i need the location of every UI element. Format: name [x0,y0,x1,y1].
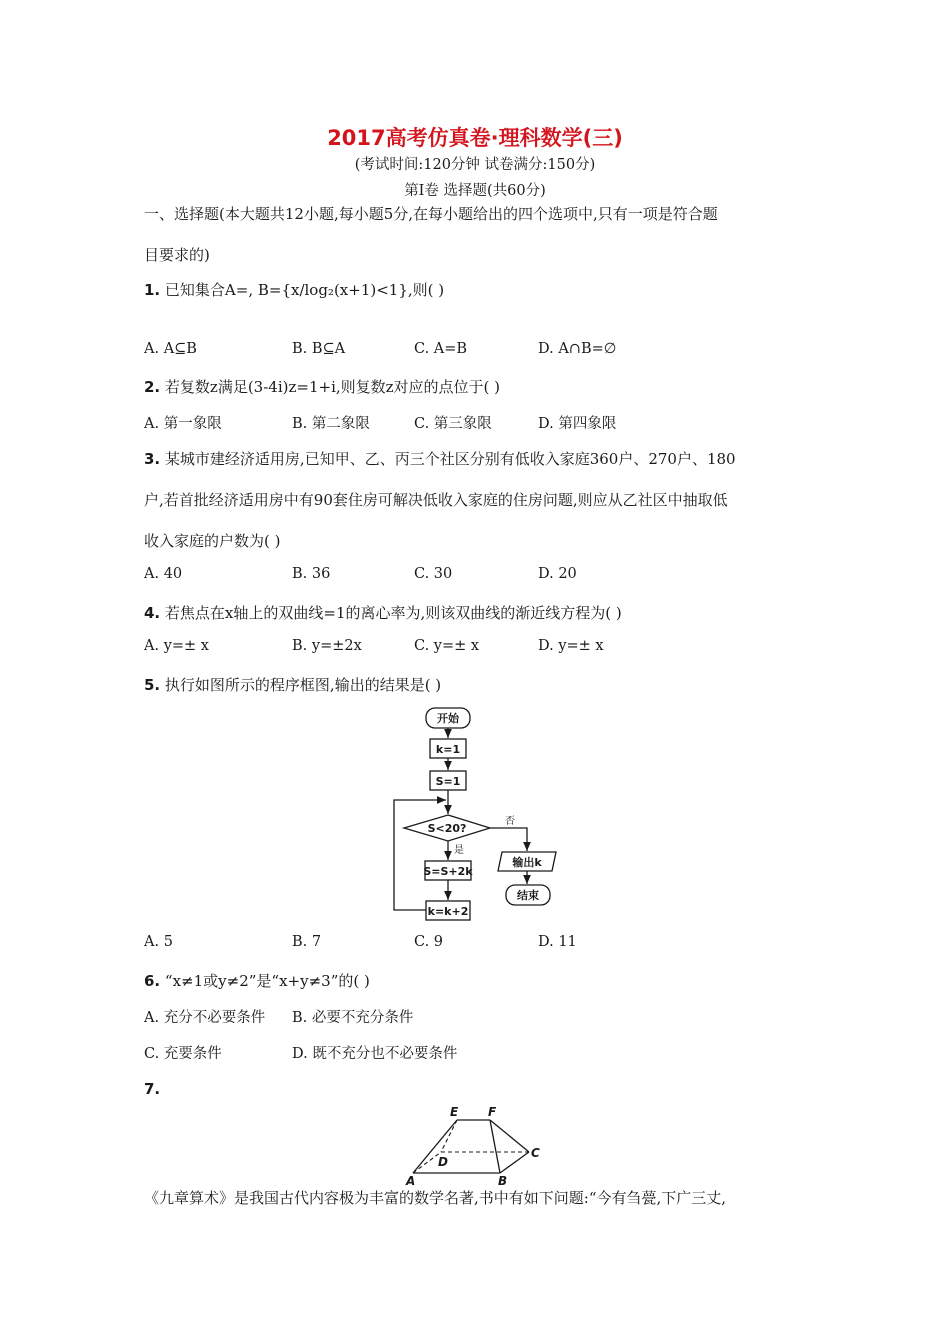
question-3-number: 3. [144,450,161,468]
question-1-number: 1. [144,281,161,299]
q2-option-c[interactable]: C. 第三象限 [414,416,492,432]
edge-bc [500,1152,529,1173]
q2-option-b[interactable]: B. 第二象限 [292,416,370,432]
question-6-options-row1 [144,1006,824,1028]
q4-option-c[interactable]: C. y=± x [414,638,480,654]
q1-option-b[interactable]: B. B⊆A [292,341,346,357]
vertex-b-label: B [498,1174,508,1188]
question-3-text: 某城市建经济适用房,已知甲、乙、丙三个社区分别有低收入家庭360户、270户、180 [164,450,736,468]
question-3-options [144,566,824,588]
question-6 [144,970,370,991]
question-3-line2: 户,若首批经济适用房中有90套住房可解决低收入家庭的住房问题,则应从乙社区中抽取低 [144,491,728,509]
question-4-text: 若焦点在x轴上的双曲线=1的离心率为,则该双曲线的渐近线方程为( ) [164,604,622,622]
flow-update-s-label: S=S+2k [423,865,473,878]
flowchart [380,700,580,935]
question-5 [144,674,441,695]
question-2-text: 若复数z满足(3-4i)z=1+i,则复数z对应的点位于( ) [164,378,501,396]
flow-end-label: 结束 [517,889,539,902]
flow-decision-label: S<20? [427,822,467,835]
question-1 [144,279,444,300]
question-6-text: “x≠1或y≠2”是“x+y≠3”的( ) [164,972,370,990]
q6-option-a[interactable]: A. 充分不必要条件 [144,1010,266,1026]
question-2 [144,376,500,397]
q4-option-a[interactable]: A. y=± x [144,638,209,654]
q1-option-c[interactable]: C. A=B [414,341,468,357]
question-5-text: 执行如图所示的程序框图,输出的结果是( ) [164,676,442,694]
q4-option-b[interactable]: B. y=±2x [292,638,362,654]
instructions-line2: 目要求的) [144,246,210,264]
vertex-e-label: E [450,1105,459,1119]
q2-option-a[interactable]: A. 第一象限 [144,416,222,432]
section-heading: 第Ⅰ卷 选择题(共60分) [404,183,546,199]
flow-init-s-label: S=1 [435,775,461,788]
question-7-text: 《九章算术》是我国古代内容极为丰富的数学名著,书中有如下问题:“今有刍甍,下广三丈, [144,1189,727,1207]
question-3-line1 [144,448,736,469]
solid-figure [400,1103,550,1188]
q6-option-c[interactable]: C. 充要条件 [144,1046,222,1062]
q5-option-a[interactable]: A. 5 [144,934,173,950]
q1-option-a[interactable]: A. A⊆B [144,341,197,357]
q5-option-d[interactable]: D. 11 [538,934,577,950]
instructions-line1: 一、选择题(本大题共12小题,每小题5分,在每小题给出的四个选项中,只有一项是符合题 [144,205,718,223]
question-4-number: 4. [144,604,161,622]
vertex-f-label: F [488,1105,497,1119]
exam-title: 2017高考仿真卷·理科数学(三) [327,126,623,150]
question-3-line3: 收入家庭的户数为( ) [144,532,281,550]
q1-option-d[interactable]: D. A∩B=∅ [538,341,617,357]
question-2-options [144,412,824,434]
edge-fb [490,1120,500,1173]
question-2-number: 2. [144,378,161,396]
flow-start-label: 开始 [437,712,459,725]
flow-no-label: 否 [505,816,515,827]
flow-update-k-label: k=k+2 [427,905,469,918]
vertex-a-label: A [406,1174,416,1188]
question-1-text: 已知集合A=, B={x/log₂(x+1)<1},则( ) [164,281,445,299]
exam-info: (考试时间:120分钟 试卷满分:150分) [354,157,596,173]
question-7-number: 7. [144,1080,161,1098]
flow-init-k-label: k=1 [435,743,461,756]
edge-fc [490,1120,529,1152]
question-6-options-row2 [144,1042,824,1064]
flow-yes-label: 是 [454,845,464,856]
q3-option-c[interactable]: C. 30 [414,566,453,582]
vertex-c-label: C [531,1146,540,1160]
question-5-number: 5. [144,676,161,694]
q6-option-b[interactable]: B. 必要不充分条件 [292,1010,414,1026]
question-7 [144,1080,160,1098]
q4-option-d[interactable]: D. y=± x [538,638,604,654]
q5-option-b[interactable]: B. 7 [292,934,322,950]
question-6-number: 6. [144,972,161,990]
flow-output-label: 输出k [512,856,542,869]
q3-option-b[interactable]: B. 36 [292,566,331,582]
question-4 [144,602,622,623]
q5-option-c[interactable]: C. 9 [414,934,444,950]
vertex-d-label: D [438,1155,448,1169]
q2-option-d[interactable]: D. 第四象限 [538,416,617,432]
q6-option-d[interactable]: D. 既不充分也不必要条件 [292,1046,458,1062]
edge-ae [413,1120,457,1173]
question-1-options [144,341,824,363]
q3-option-d[interactable]: D. 20 [538,566,577,582]
question-5-options [144,934,824,956]
question-4-options [144,638,824,660]
q3-option-a[interactable]: A. 40 [144,566,183,582]
